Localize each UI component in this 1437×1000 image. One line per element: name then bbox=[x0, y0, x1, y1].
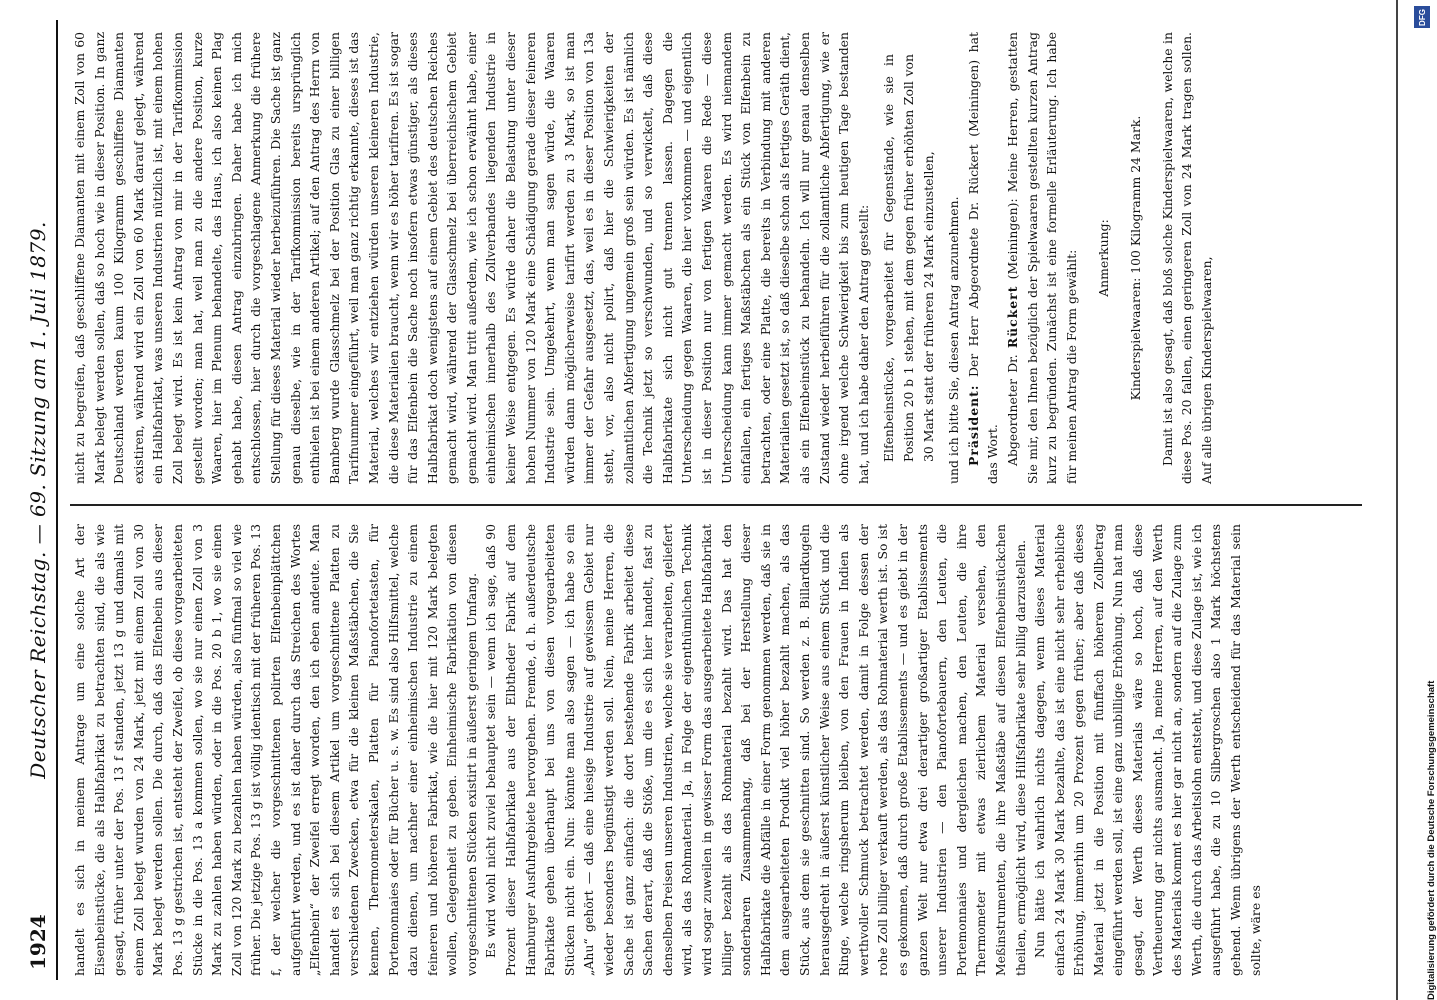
rueckert-speaker: Rückert bbox=[1004, 285, 1020, 349]
page-number: 1924 bbox=[26, 914, 50, 970]
annotation-line: Kinderspielwaaren: 100 Kilogramm 24 Mark. bbox=[1127, 115, 1143, 401]
page-edge bbox=[1396, 0, 1398, 1000]
dfg-logo: DFG bbox=[1414, 6, 1430, 28]
right-paragraph: nicht zu begreifen, daß geschliffene Diamanten mit einem Zoll von 60 Mark belegt werden sollen, daß so hoch wie in dieser Position. In ganz Deutschland werden kaum 100 Kilogramm geschliffene Diamanten existiren, während wird ein Zoll von 60 Mark darauf gelegt, während ein Halbfabrikat, was unseren Industrien nützlich ist, mit einem hohen Zoll belegt wird. Es ist kein Antrag von mir in der Tarifkommission gestellt worden; man hat, weil man zu die andere Position, kurze Waaren, hier im Plenum behandelte, das Haus, ich also keinen Plag gehabt habe, diesen Antrag einzubringen. Daher habe ich mich entschlossen, hier durch die vorgeschlagene Anmerkung die frühere Stellung für dieses Material wieder herbeizuführen. Die Sache ist ganz genau dieselbe, wie in der Tarifkommission bereits ursprünglich enthielen ist bei einem anderen Artikel; auf den Antrag des Herrn von Bamberg wurde Glasschmelz bei der Position Glas zu einer billigen Tarifnummer eingeführt, weil man ganz richtig erkannte, dieses ist das Material, welches wir entziehen würden unseren kleineren Industrie, die diese Materialien braucht, wenn wir es höher tarifiren. Es ist sogar für das Elfenbein die Sache noch insofern etwas günstiger, als dieses Halbfabrikat doch wenigstens auf einem Gebiet des deutschen Reiches gemacht wird, während der Glasschmelz bei überreichischem Gebiet gemacht wird. Man tritt außerdem, wie ich schon erwähnt habe, einer einheimischen innerhalb des Zollverbandes liegenden Industrie in keiner Weise entgegen. Es würde daher die Belastung unter dieser hohen Nummer von 120 Mark eine Schädigung gerade dieser feineren Industrie sein. Umgekehrt, wenn man sagen würde, die Waaren würden dann möglicherweise tarifirt werden zu 3 Mark, so ist man immer der Gefahr ausgesetzt, das, weil es in dieser Position von 13a steht, vor, also nicht polirt, daß hier die Schwierigkeiten der zollamtlichen Abfertigung ungemein groß sein würden. Es ist nämlich die Technik jetzt so verschwunden, und so verwickelt, daß diese Halbfabrikate sich nicht gut trennen lassen. Dagegen die Unterscheidung gegen Waaren, die hier vorkommen — und eigentlich ist in dieser Position nur von fertigen Waaren die Rede — diese Unterscheidung kann immer gemacht werden. Es wird niemandem einfallen, ein fertiges Maßstäbchen als ein Stück von Elfenbein zu betrachten, oder eine Platte, die bereits in Verbindung mit anderen Materialien gesetzt ist, so daß dieselbe schon als fertiges Geräth dient, als ein Elfenbeinstück zu behandeln. Ich will nur genau denselben Zustand wieder herbeiführen für die zollamtliche Abfertigung, wie er ohne irgend welche Schwierigkeit bis zum heutigen Tage bestanden hat, und ich habe daher den Antrag gestellt: bbox=[72, 32, 871, 484]
president-speaker: Präsident: bbox=[965, 384, 981, 466]
left-paragraph: Nun hätte ich wahrlich nichts dagegen, wenn dieses Material einfach 24 Mark 30 Mark bezahlte, das ist eine nicht sehr erhebliche Erhöhung, immerhin um 20 Prozent gegen früher; aber daß dieses Material jetzt in die Position mit fünffach höherem Zollbetrag eingeführt werden soll, ist eine ganz unbillige Erhöhung. Nun hat man gesagt, der Werth dieses Materials wäre so hoch, daß diese Vertheuerung gar nichts ausmacht. Ja, meine Herren, auf den Werth des Materials kommt es hier gar nicht an, sondern auf die Zulage zum Werth, die durch das Arbeitslohn entsteht, und diese Zulage ist, wie ich ausgeführt habe, die zu 10 Silbergroschen also 1 Mark höchstens gehend. Wenn übrigens der Werth entscheidend für das Material sein sollte, wäre es bbox=[1032, 524, 1263, 976]
left-column bbox=[70, 524, 1362, 976]
president-text: Der Herr Abgeordnete Dr. Rückert (Meiningen) hat das Wort. bbox=[965, 32, 1001, 484]
left-paragraph: Es wird wohl nicht zuviel behauptet sein — wenn ich sage, daß 90 Prozent dieser Halbfabrikate aus der Elbtheder Fabrik auf dem Hamburger Ausfuhrgebiete hervorgehen. Fremde, d. h. außerdeutsche Fabrikate gehen überhaupt bei uns von diesen vorgearbeiteten Stücken nicht ein. Nun: könnte man also sagen — ich habe so ein „Ahu“ gehört — daß eine hiesige Industrie auf gewissem Gebiet nur wieder besonders begünstigt werden soll. Nein, meine Herren, die Sache ist ganz einfach: die dort bestehende Fabrik arbeitet diese Sachen derart, daß die Stöße, um die es sich hier handelt, fast zu denselben Preisen unseren Industrien, welche sie verarbeiten, geliefert wird, als das Rohmaterial. Ja, in Folge der eigenthümlichen Technik wird sogar zuweilen in gewisser Form das ausgearbeitete Halbfabrikat billiger bezahlt als das Rohmaterial bezahlt wird. Das hat den sonderbaren Zusammenhang, daß bei der Herstellung dieser Halbfabrikate die Abfälle in einer Form genommen werden, daß sie in dem ausgearbeiteten Produkt viel höher bezahlt machen, als das Stück, aus dem sie geschnitten sind. So werden z. B. Billardkugeln herausgedreht in äußerst künstlicher Weise aus einem Stück und die Ringe, welche ringsherum bleiben, von den Frauen in Indien als werthvoller Schmuck betrachtet werden, damit in Folge dessen der rohe Zoll billiger verkauft werden, als das Rohmaterial werth ist. So ist es gekommen, daß durch große Etablissements — und es giebt in der ganzen Welt nur etwa drei derartiger großartiger Etablissements unserer Industrien — den Pianofortebauern, den Leuten, die Portemonnaies und dergleichen machen, den Leuten, die ihre Thermometer mit etwas zierlichem Material versehen, den Meßinstrumenten, die ihre Maßstäbe auf diesen Elfenbeinstückchen theilen, ermöglicht wird, diese Hilfsfabrikate sehr billig darzustellen. bbox=[483, 524, 1028, 976]
rueckert-text: (Meiningen): Meine Herren, gestatten Sie mir, den Ihnen bezüglich der Spielwaaren gestellten kurzen Antrag kurz zu begründen. Zunächst ist eine formelle Erläuterung. Ich habe für meinen Antrag die Form gewählt: bbox=[1004, 32, 1079, 484]
right-column bbox=[70, 32, 1362, 484]
closing-paragraph: Damit ist also gesagt, daß bloß solche Kinderspielwaaren, welche in diese Pos. 20 fallen, einen geringeren Zoll von 24 Mark tragen sollen. Auf alle übrigen Kinderspielwaaren, bbox=[1159, 32, 1214, 484]
digitization-watermark bbox=[1412, 600, 1437, 1000]
running-header bbox=[22, 20, 58, 980]
annotation-heading: Anmerkung: bbox=[1095, 219, 1111, 297]
rueckert-intro: Abgeordneter Dr. bbox=[1004, 354, 1020, 466]
watermark-text: Digitalisierung gefördert durch die Deutsche Forschungsgemeinschaft bbox=[1426, 680, 1437, 1000]
column-divider bbox=[70, 504, 1362, 506]
motion-text: Elfenbeinstücke, vorgearbeitet für Gegenstände, wie sie in Position 20 b 1 stehen, mit dem gegen früher erhöhten Zoll von 30 Mark statt der früheren 24 Mark einzustellen, bbox=[881, 54, 936, 462]
motion-tail: und ich bitte Sie, diesen Antrag anzunehmen. bbox=[946, 196, 962, 484]
left-paragraph: handelt es sich in meinem Antrage um eine solche Art der Eisenbeinstücke, die als Halbfabrikat zu betrachten sind, die als wie gesagt, früher unter der Pos. 13 f standen, jetzt 13 g und damals mit einem Zoll belegt wurden von 24 Mark, jetzt mit einem Zoll von 30 Mark belegt werden sollen. Die durch, daß das Elfenbein aus dieser Pos. 13 g gestrichen ist, entsteht der Zweifel, ob diese vorgearbeiteten Stücke in die Pos. 13 a kommen sollen, wo sie nur einen Zoll von 3 Mark zu zahlen haben würden, oder in die Pos. 20 b 1, wo sie einen Zoll von 120 Mark zu bezahlen haben würden, also fünfmal so viel wie früher. Die jetzige Pos. 13 g ist völlig identisch mit der früheren Pos. 13 f, der welcher die vorgeschnittenen polirten Elfenbeinplättchen aufgeführt werden, und es ist daher durch das Streichen des Wortes „Elfenbein“ der Zweifel erregt worden, den ich eben andeute. Man handelt es sich bei diesem Artikel um vorgeschnittene Platten zu verschiedenen Zwecken, etwa für die kleinen Maßstäbchen, die Sie kennen, Thermometerskalen, Platten für Pianofortetasten, für Portemonnaies oder für Bücher u. s. w. Es sind also Hilfsmittel, welche dazu dienen, um nachher einer einheimischen Industrie zu einem feineren und höheren Fabrikat, wie die hier mit 120 Mark belegten wollen, Gelegenheit zu geben. Einheimische Fabrikation von diesen vorgeschnittenen Stücken existirt in äußerst geringem Umfang. bbox=[72, 524, 479, 976]
running-title: Deutscher Reichstag. — 69. Sitzung am 1. Juli 1879. bbox=[26, 221, 50, 779]
